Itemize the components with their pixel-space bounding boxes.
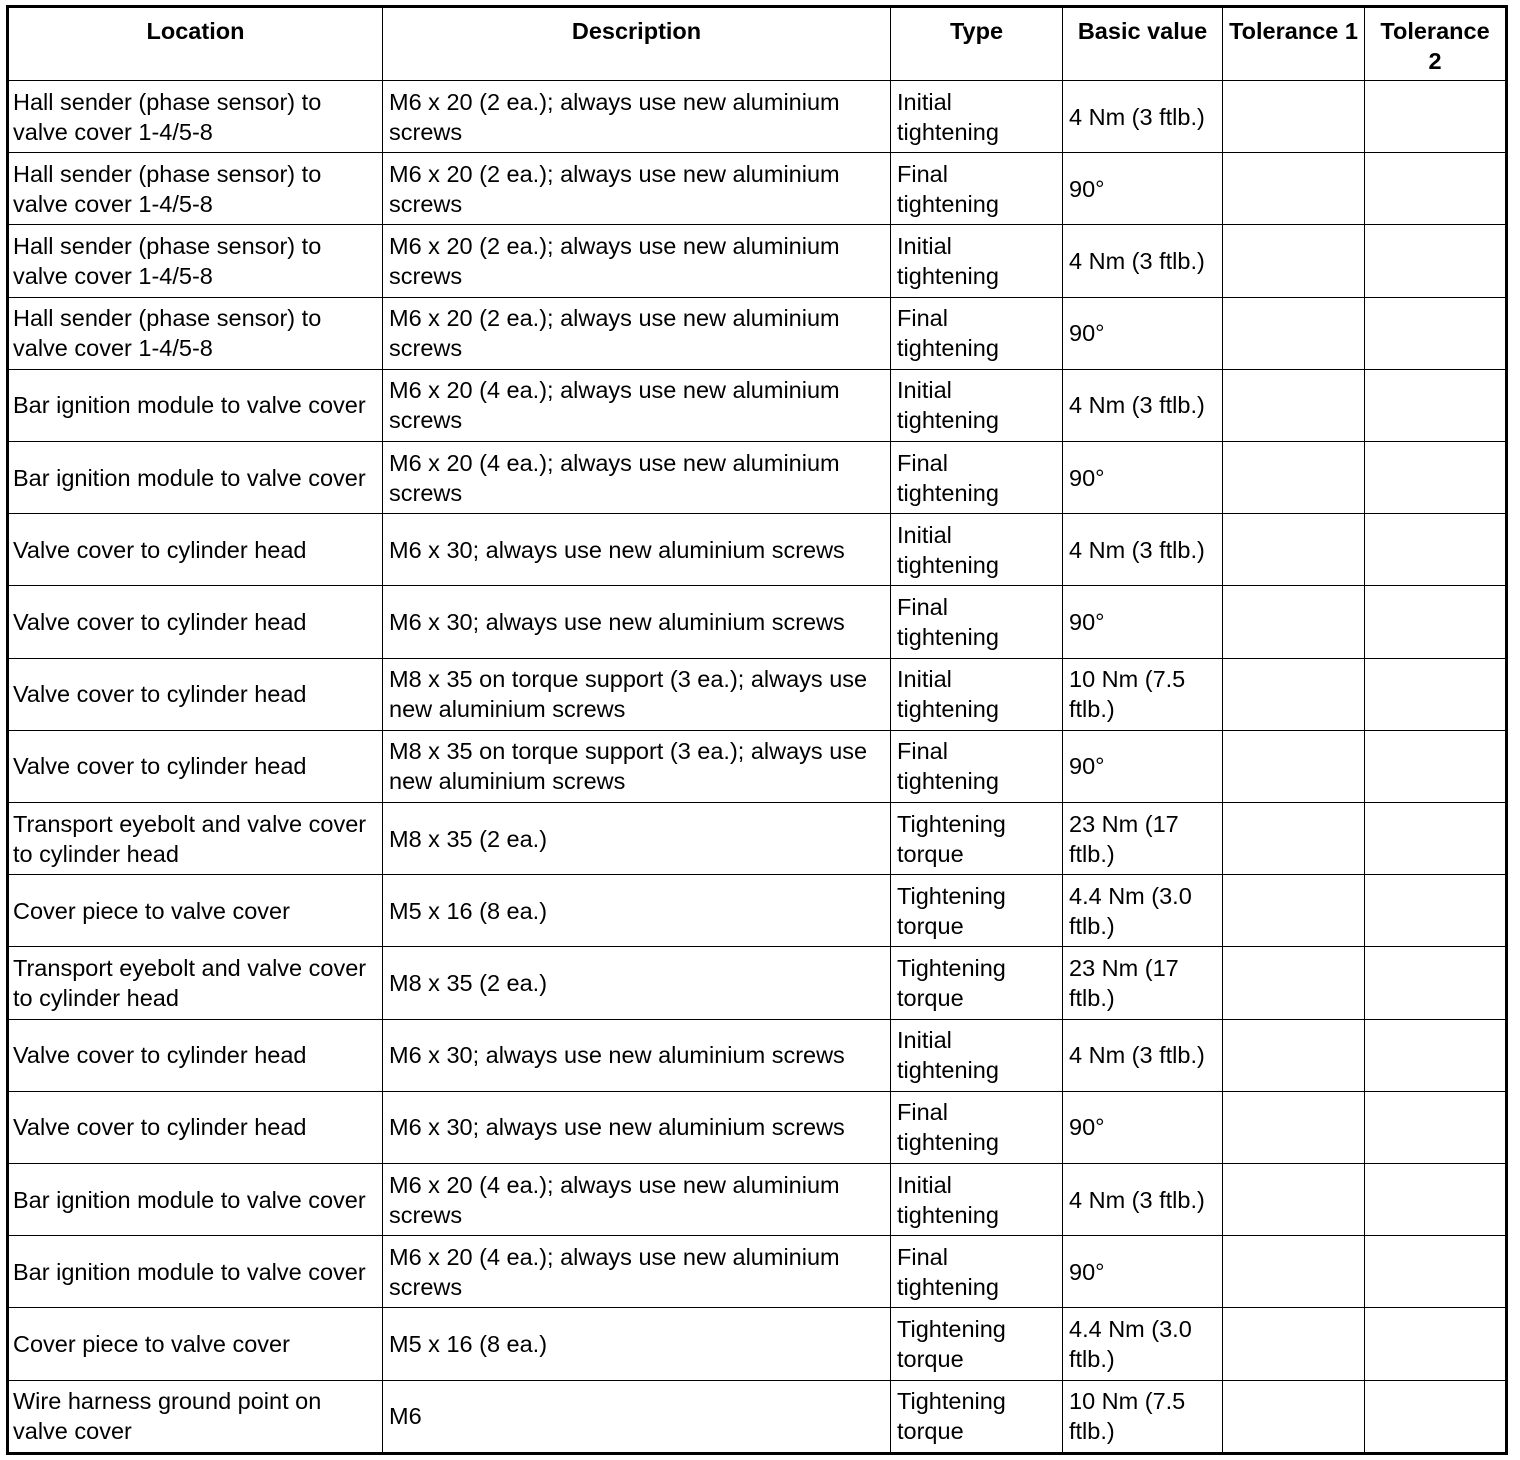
cell-tolerance-2 — [1365, 1308, 1507, 1380]
cell-location: Bar ignition module to valve cover — [8, 1236, 383, 1308]
cell-tolerance-2 — [1365, 1164, 1507, 1236]
cell-type: Tightening torque — [891, 1380, 1063, 1453]
cell-basic-value: 4.4 Nm (3.0 ftlb.) — [1063, 875, 1223, 947]
cell-tolerance-1 — [1223, 297, 1365, 369]
cell-tolerance-2 — [1365, 803, 1507, 875]
cell-description: M6 x 20 (2 ea.); always use new aluminium screws — [383, 225, 891, 297]
cell-tolerance-1 — [1223, 81, 1365, 153]
cell-basic-value: 90° — [1063, 730, 1223, 802]
cell-basic-value: 10 Nm (7.5 ftlb.) — [1063, 1380, 1223, 1453]
cell-basic-value: 4 Nm (3 ftlb.) — [1063, 514, 1223, 586]
header-row — [8, 7, 1507, 81]
header-location: Location — [8, 7, 383, 81]
cell-basic-value: 90° — [1063, 442, 1223, 514]
cell-tolerance-2 — [1365, 1380, 1507, 1453]
cell-tolerance-1 — [1223, 947, 1365, 1019]
cell-tolerance-1 — [1223, 225, 1365, 297]
cell-tolerance-1 — [1223, 369, 1365, 441]
cell-location: Hall sender (phase sensor) to valve cover 1-4/5-8 — [8, 225, 383, 297]
header-tolerance-2: Tolerance 2 — [1365, 7, 1507, 81]
cell-description: M6 — [383, 1380, 891, 1453]
cell-tolerance-2 — [1365, 514, 1507, 586]
table-row — [8, 1308, 1507, 1380]
cell-location: Cover piece to valve cover — [8, 1308, 383, 1380]
cell-location: Bar ignition module to valve cover — [8, 442, 383, 514]
cell-location: Transport eyebolt and valve cover to cylinder head — [8, 803, 383, 875]
cell-description: M6 x 20 (4 ea.); always use new aluminium screws — [383, 1236, 891, 1308]
cell-basic-value: 90° — [1063, 1091, 1223, 1163]
cell-description: M8 x 35 on torque support (3 ea.); always use new aluminium screws — [383, 730, 891, 802]
cell-basic-value: 4 Nm (3 ftlb.) — [1063, 1164, 1223, 1236]
table-row — [8, 514, 1507, 586]
cell-tolerance-2 — [1365, 586, 1507, 658]
cell-basic-value: 4 Nm (3 ftlb.) — [1063, 1019, 1223, 1091]
cell-location: Cover piece to valve cover — [8, 875, 383, 947]
cell-description: M6 x 20 (2 ea.); always use new aluminium screws — [383, 297, 891, 369]
cell-tolerance-1 — [1223, 875, 1365, 947]
cell-description: M6 x 30; always use new aluminium screws — [383, 514, 891, 586]
cell-tolerance-1 — [1223, 658, 1365, 730]
cell-tolerance-2 — [1365, 947, 1507, 1019]
table-row — [8, 586, 1507, 658]
cell-description: M6 x 30; always use new aluminium screws — [383, 1019, 891, 1091]
cell-tolerance-2 — [1365, 1091, 1507, 1163]
table-row — [8, 442, 1507, 514]
cell-location: Valve cover to cylinder head — [8, 1091, 383, 1163]
cell-tolerance-1 — [1223, 730, 1365, 802]
table-row — [8, 225, 1507, 297]
cell-description: M6 x 20 (4 ea.); always use new aluminium screws — [383, 1164, 891, 1236]
cell-type: Initial tightening — [891, 81, 1063, 153]
table-body — [8, 81, 1507, 1454]
cell-type: Initial tightening — [891, 514, 1063, 586]
cell-type: Initial tightening — [891, 1164, 1063, 1236]
cell-location: Valve cover to cylinder head — [8, 514, 383, 586]
cell-description: M6 x 30; always use new aluminium screws — [383, 1091, 891, 1163]
cell-description: M6 x 30; always use new aluminium screws — [383, 586, 891, 658]
cell-basic-value: 23 Nm (17 ftlb.) — [1063, 803, 1223, 875]
cell-location: Valve cover to cylinder head — [8, 658, 383, 730]
table-row — [8, 153, 1507, 225]
table-row — [8, 803, 1507, 875]
cell-basic-value: 90° — [1063, 153, 1223, 225]
cell-tolerance-1 — [1223, 1164, 1365, 1236]
header-basic-value: Basic value — [1063, 7, 1223, 81]
cell-basic-value: 4.4 Nm (3.0 ftlb.) — [1063, 1308, 1223, 1380]
cell-tolerance-1 — [1223, 442, 1365, 514]
cell-tolerance-2 — [1365, 1019, 1507, 1091]
cell-tolerance-1 — [1223, 153, 1365, 225]
cell-description: M8 x 35 on torque support (3 ea.); always use new aluminium screws — [383, 658, 891, 730]
table-row — [8, 1091, 1507, 1163]
cell-basic-value: 90° — [1063, 297, 1223, 369]
cell-location: Hall sender (phase sensor) to valve cover 1-4/5-8 — [8, 153, 383, 225]
table-row — [8, 947, 1507, 1019]
cell-tolerance-1 — [1223, 1308, 1365, 1380]
cell-tolerance-2 — [1365, 369, 1507, 441]
cell-type: Initial tightening — [891, 369, 1063, 441]
cell-location: Hall sender (phase sensor) to valve cover 1-4/5-8 — [8, 297, 383, 369]
cell-tolerance-1 — [1223, 1380, 1365, 1453]
cell-tolerance-2 — [1365, 153, 1507, 225]
cell-type: Final tightening — [891, 586, 1063, 658]
cell-type: Final tightening — [891, 442, 1063, 514]
cell-tolerance-2 — [1365, 225, 1507, 297]
cell-location: Bar ignition module to valve cover — [8, 1164, 383, 1236]
cell-basic-value: 90° — [1063, 1236, 1223, 1308]
cell-description: M8 x 35 (2 ea.) — [383, 947, 891, 1019]
cell-basic-value: 4 Nm (3 ftlb.) — [1063, 225, 1223, 297]
cell-type: Final tightening — [891, 297, 1063, 369]
cell-basic-value: 4 Nm (3 ftlb.) — [1063, 81, 1223, 153]
cell-basic-value: 23 Nm (17 ftlb.) — [1063, 947, 1223, 1019]
cell-type: Initial tightening — [891, 1019, 1063, 1091]
cell-type: Tightening torque — [891, 875, 1063, 947]
table-row — [8, 658, 1507, 730]
table-row — [8, 1019, 1507, 1091]
table-row — [8, 81, 1507, 153]
cell-location: Valve cover to cylinder head — [8, 730, 383, 802]
cell-type: Final tightening — [891, 730, 1063, 802]
table-row — [8, 369, 1507, 441]
cell-tolerance-2 — [1365, 297, 1507, 369]
header-tolerance-1: Tolerance 1 — [1223, 7, 1365, 81]
cell-type: Initial tightening — [891, 225, 1063, 297]
table-row — [8, 1164, 1507, 1236]
torque-spec-table — [6, 5, 1508, 1455]
cell-basic-value: 4 Nm (3 ftlb.) — [1063, 369, 1223, 441]
cell-basic-value: 90° — [1063, 586, 1223, 658]
cell-tolerance-1 — [1223, 586, 1365, 658]
cell-tolerance-2 — [1365, 1236, 1507, 1308]
cell-basic-value: 10 Nm (7.5 ftlb.) — [1063, 658, 1223, 730]
cell-tolerance-2 — [1365, 730, 1507, 802]
cell-tolerance-1 — [1223, 1019, 1365, 1091]
cell-description: M6 x 20 (4 ea.); always use new aluminium screws — [383, 369, 891, 441]
cell-tolerance-1 — [1223, 1091, 1365, 1163]
table-row — [8, 730, 1507, 802]
table-row — [8, 1236, 1507, 1308]
cell-location: Hall sender (phase sensor) to valve cover 1-4/5-8 — [8, 81, 383, 153]
cell-location: Valve cover to cylinder head — [8, 1019, 383, 1091]
cell-location: Wire harness ground point on valve cover — [8, 1380, 383, 1453]
cell-tolerance-1 — [1223, 514, 1365, 586]
table-row — [8, 297, 1507, 369]
cell-description: M5 x 16 (8 ea.) — [383, 875, 891, 947]
cell-location: Transport eyebolt and valve cover to cylinder head — [8, 947, 383, 1019]
cell-tolerance-2 — [1365, 442, 1507, 514]
cell-tolerance-1 — [1223, 803, 1365, 875]
table-row — [8, 1380, 1507, 1453]
cell-description: M6 x 20 (2 ea.); always use new aluminium screws — [383, 81, 891, 153]
cell-type: Initial tightening — [891, 658, 1063, 730]
cell-type: Final tightening — [891, 1091, 1063, 1163]
cell-description: M6 x 20 (4 ea.); always use new aluminium screws — [383, 442, 891, 514]
header-type: Type — [891, 7, 1063, 81]
cell-tolerance-2 — [1365, 875, 1507, 947]
cell-description: M8 x 35 (2 ea.) — [383, 803, 891, 875]
table-row — [8, 875, 1507, 947]
cell-location: Bar ignition module to valve cover — [8, 369, 383, 441]
cell-type: Final tightening — [891, 153, 1063, 225]
header-description: Description — [383, 7, 891, 81]
cell-description: M5 x 16 (8 ea.) — [383, 1308, 891, 1380]
cell-tolerance-2 — [1365, 81, 1507, 153]
cell-location: Valve cover to cylinder head — [8, 586, 383, 658]
cell-type: Final tightening — [891, 1236, 1063, 1308]
cell-tolerance-2 — [1365, 658, 1507, 730]
cell-type: Tightening torque — [891, 947, 1063, 1019]
cell-type: Tightening torque — [891, 803, 1063, 875]
cell-type: Tightening torque — [891, 1308, 1063, 1380]
cell-description: M6 x 20 (2 ea.); always use new aluminium screws — [383, 153, 891, 225]
cell-tolerance-1 — [1223, 1236, 1365, 1308]
